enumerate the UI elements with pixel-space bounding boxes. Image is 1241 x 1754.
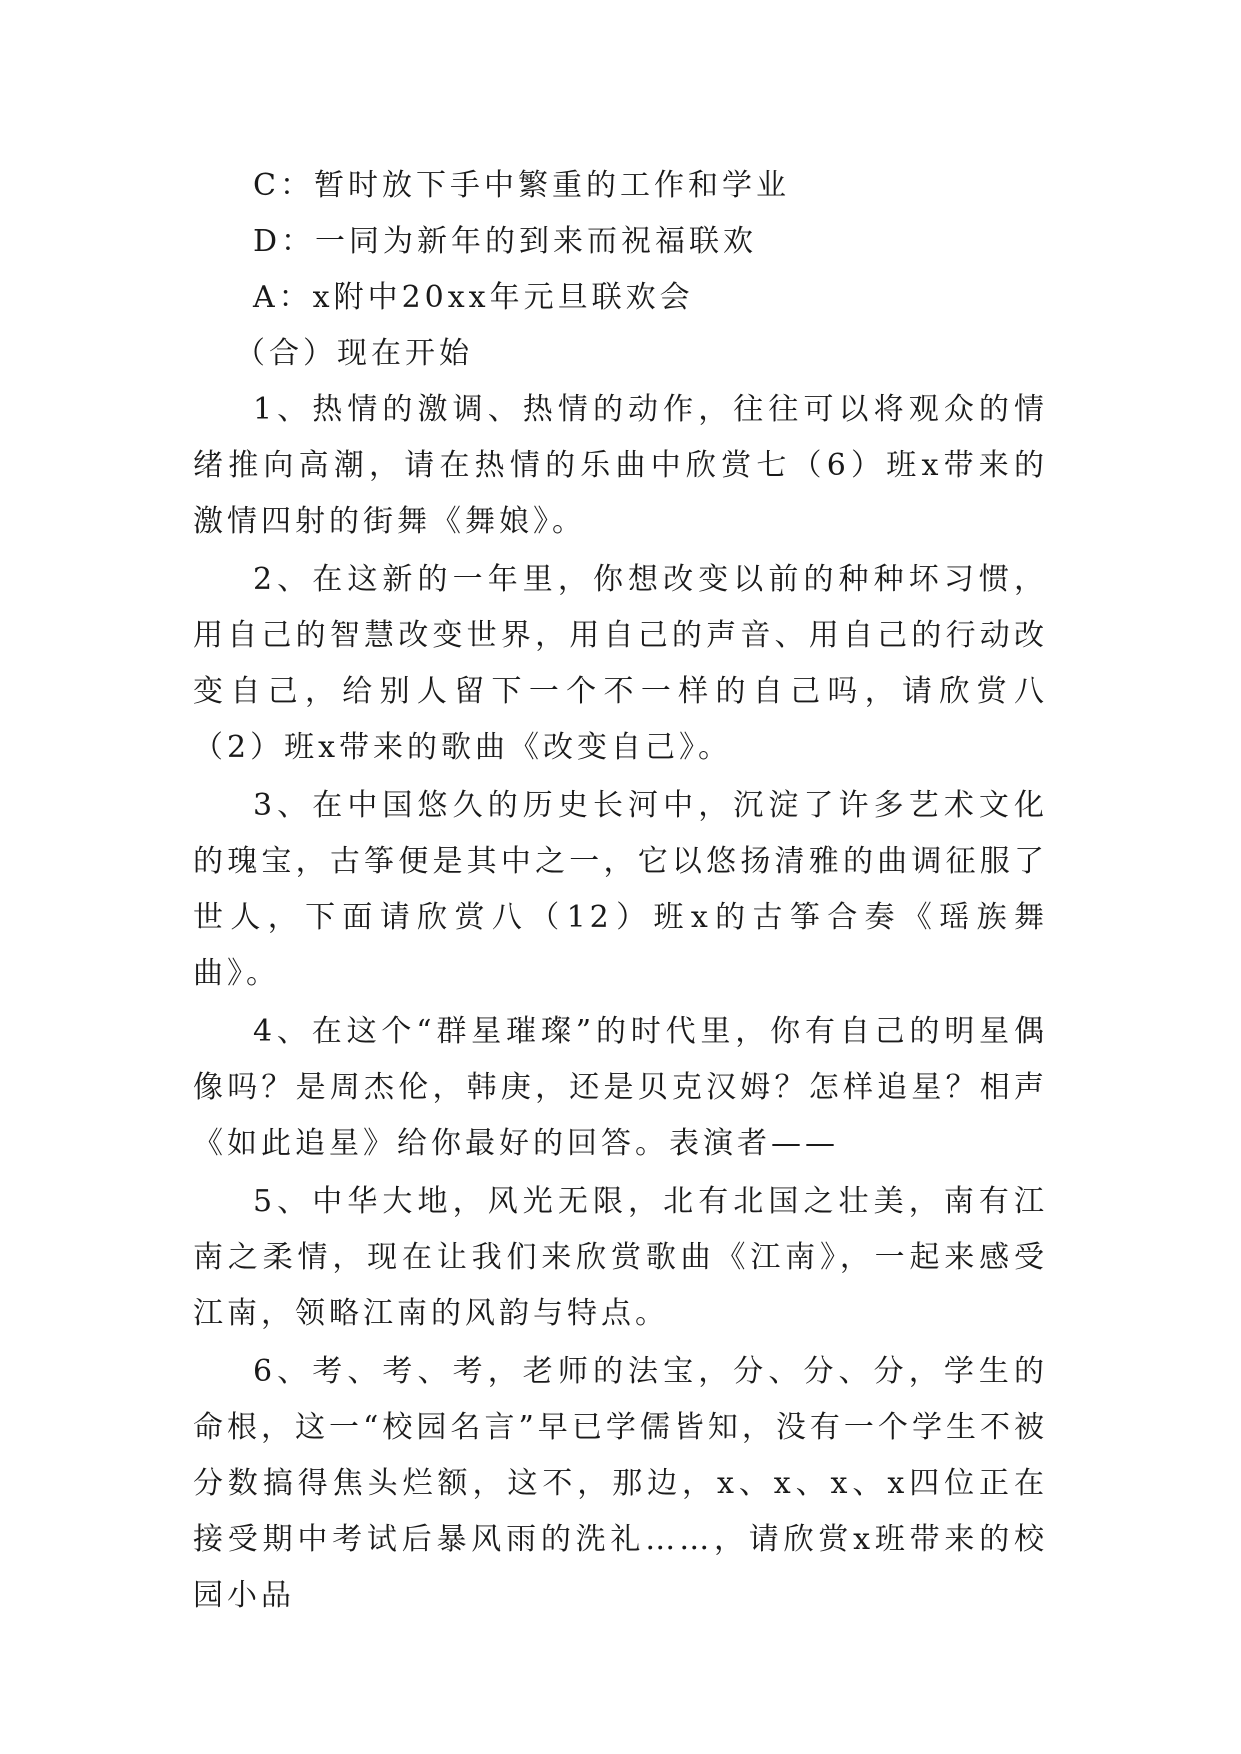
host-line-d: D：一同为新年的到来而祝福联欢 xyxy=(253,224,758,259)
host-line-together: （合）现在开始 xyxy=(235,336,473,371)
program-item-6: 6、考、考、考，老师的法宝，分、分、分，学生的命根，这一“校园名言”早已学儒皆知，没有一个学生不被分数搞得焦头烂额，这不，那边，x、x、x、x四位正在接受期中考试后暴风雨的洗礼……，请欣赏x班带来的校园小品 xyxy=(193,1354,1048,1613)
program-item-5: 5、中华大地，风光无限，北有北国之壮美，南有江南之柔情，现在让我们来欣赏歌曲《江南》，一起来感受江南，领略江南的风韵与特点。 xyxy=(193,1184,1048,1331)
host-line-c: C：暂时放下手中繁重的工作和学业 xyxy=(253,168,790,203)
document-body xyxy=(193,158,1048,1626)
program-item-1: 1、热情的激调、热情的动作，往往可以将观众的情绪推向高潮，请在热情的乐曲中欣赏七（6）班x带来的激情四射的街舞《舞娘》。 xyxy=(193,392,1048,539)
program-item-2: 2、在这新的一年里，你想改变以前的种种坏习惯，用自己的智慧改变世界，用自己的声音、用自己的行动改变自己，给别人留下一个不一样的自己吗，请欣赏八（2）班x带来的歌曲《改变自己》。 xyxy=(193,562,1048,765)
host-line-a: A：x附中20xx年元旦联欢会 xyxy=(253,280,694,315)
program-item-3: 3、在中国悠久的历史长河中，沉淀了许多艺术文化的瑰宝，古筝便是其中之一，它以悠扬清雅的曲调征服了世人，下面请欣赏八（12）班x的古筝合奏《瑶族舞曲》。 xyxy=(193,788,1048,991)
program-item-4: 4、在这个“群星璀璨”的时代里，你有自己的明星偶像吗？是周杰伦，韩庚，还是贝克汉姆？怎样追星？相声《如此追星》给你最好的回答。表演者—— xyxy=(193,1014,1048,1161)
